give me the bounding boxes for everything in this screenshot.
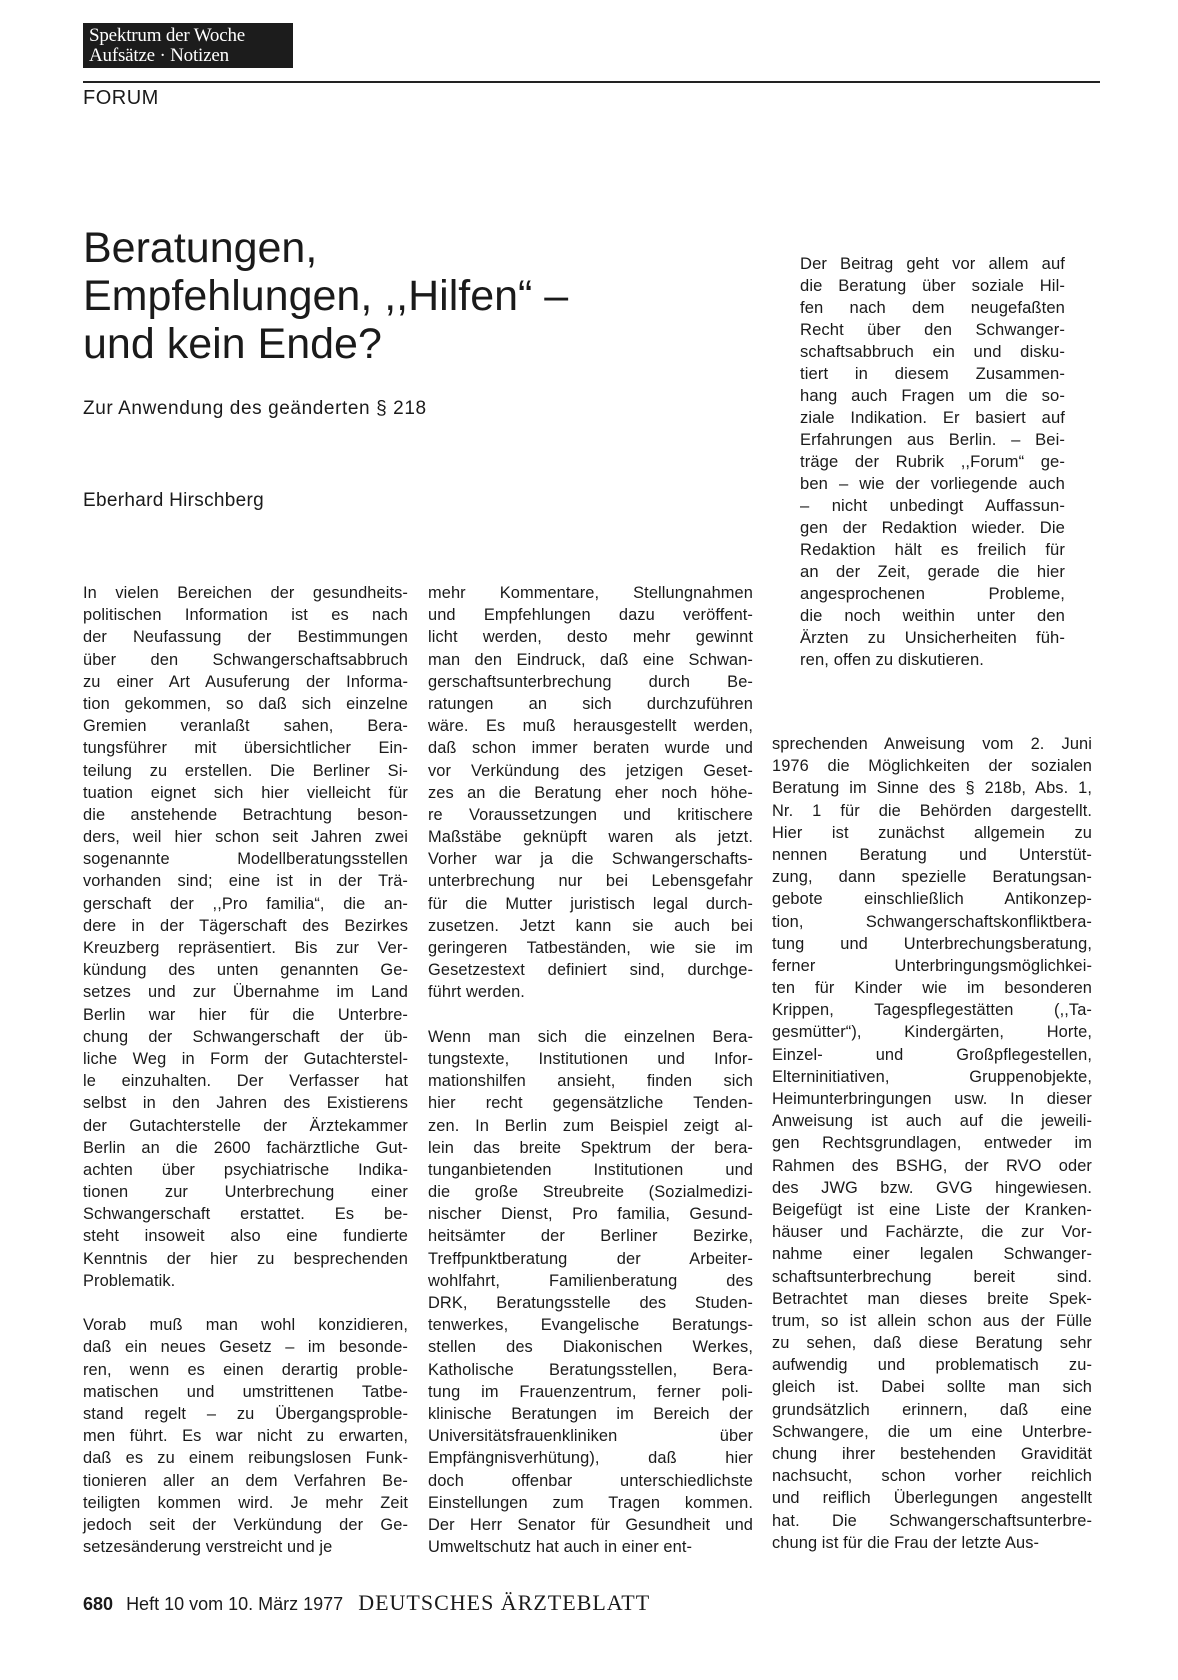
text-line: sprechenden Anweisung vom 2. Juni bbox=[772, 735, 1092, 753]
text-line: vor Verkündung des jetzigen Geset- bbox=[428, 761, 753, 780]
header-rule bbox=[83, 81, 1100, 83]
text-line: le einzuhalten. Der Verfasser hat bbox=[83, 1072, 408, 1091]
text-line: Betrachtet man dieses breite Spek- bbox=[772, 1289, 1092, 1308]
section-label: FORUM bbox=[83, 87, 159, 109]
text-line: Gesetzestext definiert sind, durchge- bbox=[428, 961, 753, 980]
text-line: chung ist für die Frau der letzte Aus- bbox=[772, 1533, 1040, 1552]
text-line: sogenannte Modellberatungsstellen bbox=[83, 850, 408, 869]
text-line: wohlfahrt, Familienberatung des bbox=[428, 1271, 753, 1290]
text-line: Hier ist zunächst allgemein zu bbox=[772, 823, 1092, 842]
text-line: Rahmen des BSHG, der RVO oder bbox=[772, 1156, 1092, 1175]
text-line: Einstellungen zum Tragen kommen. bbox=[428, 1493, 753, 1512]
text-line: wäre. Es muß herausgestellt werden, bbox=[428, 717, 753, 736]
text-line: gen der Redaktion wieder. Die bbox=[800, 518, 1065, 537]
text-line: setzesänderung verstreicht und je bbox=[83, 1538, 333, 1557]
text-line: teilung zu erstellen. Die Berliner Si- bbox=[83, 761, 408, 780]
text-line: Umweltschutz hat auch in einer ent- bbox=[428, 1538, 693, 1557]
text-line: Nr. 1 für die Behörden dargestellt. bbox=[772, 801, 1092, 820]
text-line: ratungen an sich durchzuführen bbox=[428, 694, 753, 713]
text-line: nachsucht, schon vorher reichlich bbox=[772, 1467, 1092, 1486]
text-line: men führt. Es war nicht zu erwarten, bbox=[83, 1427, 408, 1446]
text-line: grundsätzlich erinnern, daß eine bbox=[772, 1400, 1092, 1419]
text-line: tunganbietenden Institutionen und bbox=[428, 1160, 753, 1179]
badge-line-2: Aufsätze · Notizen bbox=[89, 45, 229, 66]
text-line: träge der Rubrik ,,Forum“ ge- bbox=[800, 452, 1065, 471]
text-line: Treffpunktberatung der Arbeiter- bbox=[428, 1249, 753, 1268]
paragraph-gap bbox=[428, 1004, 753, 1026]
text-line: zen. In Berlin zum Beispiel zeigt al- bbox=[428, 1116, 753, 1135]
text-line: setzes und zur Übernahme im Land bbox=[83, 983, 408, 1002]
text-line: tungstexte, Institutionen und Infor- bbox=[428, 1049, 753, 1068]
text-line: Universitätsfrauenkliniken über bbox=[428, 1427, 753, 1446]
text-line: Krippen, Tagespflegestätten (,,Ta- bbox=[772, 1001, 1092, 1020]
text-line: tionen zur Unterbrechung einer bbox=[83, 1183, 408, 1202]
text-line: tung und Unterbrechungsberatung, bbox=[772, 934, 1092, 953]
text-line: tionieren aller an dem Verfahren Be- bbox=[83, 1471, 408, 1490]
text-line: daß ein neues Gesetz – im besonde- bbox=[83, 1338, 408, 1357]
text-line: tungsführer mit übersichtlicher Ein- bbox=[83, 739, 408, 758]
text-line: über den Schwangerschaftsabbruch bbox=[83, 650, 408, 669]
text-line: trum, so ist allein schon aus der Fülle bbox=[772, 1311, 1092, 1330]
section-badge bbox=[83, 23, 293, 68]
article-author: Eberhard Hirschberg bbox=[83, 490, 265, 511]
text-line: für die Mutter juristisch legal durch- bbox=[428, 894, 753, 913]
text-line: man den Eindruck, daß eine Schwan- bbox=[428, 650, 753, 669]
title-line: Beratungen, bbox=[83, 224, 318, 272]
text-line: aufwendig und problematisch zu- bbox=[772, 1356, 1092, 1375]
text-line: chung der Schwangerschaft der üb- bbox=[83, 1027, 408, 1046]
text-line: ders, weil hier schon seit Jahren zwei bbox=[83, 828, 408, 847]
body-column-2 bbox=[428, 582, 753, 1558]
text-line: angesprochenen Probleme, bbox=[800, 584, 1065, 603]
text-line: Gremien veranlaßt sahen, Bera- bbox=[83, 717, 408, 736]
text-line: ferner Unterbringungsmöglichkei- bbox=[772, 956, 1092, 975]
text-line: steht insoweit also eine fundierte bbox=[83, 1227, 408, 1246]
text-line: – nicht unbedingt Auffassun- bbox=[800, 496, 1065, 515]
journal-name: DEUTSCHES ÄRZTEBLATT bbox=[358, 1590, 651, 1615]
text-line: teiligten kommen wird. Je mehr Zeit bbox=[83, 1493, 408, 1512]
article-title bbox=[83, 224, 703, 368]
text-line: geringeren Tatbeständen, wie sie im bbox=[428, 939, 753, 957]
text-line: führt werden. bbox=[428, 983, 525, 1002]
text-line: schaftsabbruch ein und disku- bbox=[800, 342, 1065, 361]
text-line: gleich ist. Dabei sollte man sich bbox=[772, 1378, 1092, 1397]
text-line: Schwangere, die um eine Unterbre- bbox=[772, 1422, 1092, 1441]
issue-info: Heft 10 vom 10. März 1977 bbox=[126, 1594, 344, 1614]
text-line: tion gekommen, so daß sich einzelne bbox=[83, 694, 408, 713]
text-line: heitsämter der Berliner Bezirke, bbox=[428, 1227, 753, 1246]
text-line: dere in der Tägerschaft des Bezirkes bbox=[83, 916, 408, 935]
text-line: nischer Dienst, Pro familia, Gesund- bbox=[428, 1205, 753, 1224]
text-line: doch offenbar unterschiedlichste bbox=[428, 1471, 753, 1490]
text-line: zu einer Art Ausuferung der Informa- bbox=[83, 672, 408, 691]
text-line: Einzel- und Großpflegestellen, bbox=[772, 1045, 1092, 1064]
text-line: schaftsunterbrechung bereit sind. bbox=[772, 1267, 1092, 1286]
title-line: und kein Ende? bbox=[83, 320, 382, 368]
text-line: tion, Schwangerschaftskonfliktbera- bbox=[772, 912, 1092, 931]
text-line: gen Rechtsgrundlagen, entweder im bbox=[772, 1134, 1092, 1153]
text-line: tiert in diesem Zusammen- bbox=[800, 364, 1065, 383]
text-line: klinische Beratungen im Bereich der bbox=[428, 1404, 753, 1423]
text-line: der Neufassung der Bestimmungen bbox=[83, 628, 408, 647]
text-line: Der Herr Senator für Gesundheit und bbox=[428, 1515, 753, 1534]
text-line: Ärzten zu Unsicherheiten füh- bbox=[800, 628, 1065, 647]
text-line: hang auch Fragen um die so- bbox=[800, 386, 1065, 405]
text-line: nahme einer legalen Schwanger- bbox=[772, 1245, 1092, 1264]
text-line: ren, offen zu diskutieren. bbox=[800, 650, 985, 669]
body-column-1 bbox=[83, 582, 408, 1558]
text-line: Kenntnis der hier zu besprechenden bbox=[83, 1249, 408, 1268]
text-line: DRK, Beratungsstelle des Studen- bbox=[428, 1294, 753, 1312]
text-line: ten für Kinder wie im besonderen bbox=[772, 979, 1092, 998]
abstract bbox=[800, 253, 1065, 671]
text-line: daß es zu einem reibungslosen Funk- bbox=[83, 1449, 408, 1468]
text-line: re Voraussetzungen und kritischere bbox=[428, 805, 753, 824]
text-line: nennen Beratung und Unterstüt- bbox=[772, 845, 1092, 864]
text-line: vorhanden sind; eine ist in der Trä- bbox=[83, 872, 408, 891]
text-line: Beratung im Sinne des § 218b, Abs. 1, bbox=[772, 779, 1092, 798]
text-line: mehr Kommentare, Stellungnahmen bbox=[428, 584, 753, 602]
text-line: gerschaftsunterbrechung durch Be- bbox=[428, 672, 753, 691]
text-line: Heimunterbringungen usw. In dieser bbox=[772, 1090, 1092, 1108]
text-line: Berlin an die 2600 fachärztliche Gut- bbox=[83, 1138, 408, 1157]
text-line: jedoch seit der Verkündung der Ge- bbox=[83, 1515, 408, 1534]
text-line: unterbrechung nur bei Lebensgefahr bbox=[428, 872, 753, 891]
text-line: an der Zeit, gerade die hier bbox=[800, 562, 1065, 581]
text-line: Empfängnisverhütung), daß hier bbox=[428, 1449, 753, 1468]
text-line: die noch weithin unter den bbox=[800, 606, 1065, 625]
text-line: liche Weg in Form der Gutachterstel- bbox=[83, 1049, 408, 1068]
text-line: kündung des unten genannten Ge- bbox=[83, 961, 408, 980]
title-line: Empfehlungen, ,,Hilfen“ – bbox=[83, 272, 569, 320]
text-line: gesmütter“), Kindergärten, Horte, bbox=[772, 1023, 1092, 1042]
text-line: zusetzen. Jetzt kann sie auch bei bbox=[428, 916, 753, 935]
text-line: Der Beitrag geht vor allem auf bbox=[800, 254, 1065, 273]
text-line: Kreuzberg repräsentiert. Bis zur Ver- bbox=[83, 939, 408, 957]
text-line: hier recht gegensätzliche Tenden- bbox=[428, 1094, 753, 1113]
text-line: tuation eignet sich hier vielleicht für bbox=[83, 783, 408, 802]
text-line: und reiflich Überlegungen angestellt bbox=[772, 1489, 1092, 1508]
text-line: Wenn man sich die einzelnen Bera- bbox=[428, 1027, 753, 1046]
text-line: daß schon immer beraten wurde und bbox=[428, 739, 753, 758]
text-line: die anstehende Betrachtung beson- bbox=[83, 805, 408, 824]
text-line: In vielen Bereichen der gesundheits- bbox=[83, 584, 408, 602]
page-footer bbox=[83, 1590, 650, 1616]
text-line: Maßstäbe geknüpft waren als jetzt. bbox=[428, 828, 753, 847]
text-line: des JWG bzw. GVG hingewiesen. bbox=[772, 1178, 1092, 1197]
text-line: Redaktion hält es freilich für bbox=[800, 540, 1065, 559]
paragraph-gap bbox=[83, 1292, 408, 1314]
text-line: Anweisung ist auch auf die jeweili- bbox=[772, 1112, 1092, 1131]
text-line: zes an die Beratung eher noch höhe- bbox=[428, 783, 753, 802]
text-line: Beigefügt ist eine Liste der Kranken- bbox=[772, 1200, 1092, 1219]
text-line: die große Streubreite (Sozialmedizi- bbox=[428, 1183, 753, 1202]
text-line: licht werden, desto mehr gewinnt bbox=[428, 628, 753, 647]
text-line: Vorher war ja die Schwangerschafts- bbox=[428, 850, 753, 869]
text-line: Elterninitiativen, Gruppenobjekte, bbox=[772, 1067, 1092, 1086]
text-line: gebote einschließlich Antikonzep- bbox=[772, 890, 1092, 909]
text-line: hat. Die Schwangerschaftsunterbre- bbox=[772, 1511, 1092, 1530]
text-line: tenwerkes, Evangelische Beratungs- bbox=[428, 1316, 753, 1335]
text-line: Erfahrungen aus Berlin. – Bei- bbox=[800, 430, 1065, 449]
text-line: achten über psychiatrische Indika- bbox=[83, 1160, 408, 1179]
text-line: ren, wenn es einen derartig proble- bbox=[83, 1360, 408, 1379]
text-line: lein das breite Spektrum der bera- bbox=[428, 1138, 753, 1157]
text-line: stellen des Diakonischen Werkes, bbox=[428, 1338, 753, 1357]
body-column-3 bbox=[772, 733, 1092, 1554]
text-line: häuser und Fachärzte, die zur Vor- bbox=[772, 1223, 1092, 1242]
text-line: Katholische Beratungsstellen, Bera- bbox=[428, 1360, 753, 1379]
text-line: Vorab muß man wohl konzidieren, bbox=[83, 1316, 408, 1335]
text-line: gerschaft der ,,Pro familia“, die an- bbox=[83, 894, 408, 913]
text-line: mationshilfen ansieht, finden sich bbox=[428, 1072, 753, 1091]
text-line: Recht über den Schwanger- bbox=[800, 320, 1065, 339]
text-line: Schwangerschaft erstattet. Es be- bbox=[83, 1205, 408, 1224]
text-line: zung, dann spezielle Beratungsan- bbox=[772, 868, 1092, 887]
text-line: 1976 die Möglichkeiten der sozialen bbox=[772, 757, 1092, 776]
text-line: selbst in den Jahren des Existierens bbox=[83, 1094, 408, 1113]
text-line: ziale Indikation. Er basiert auf bbox=[800, 408, 1065, 427]
text-line: Berlin war hier für die Unterbre- bbox=[83, 1005, 408, 1024]
text-line: und Empfehlungen dazu veröffent- bbox=[428, 606, 753, 625]
badge-line-1: Spektrum der Woche bbox=[89, 25, 245, 46]
text-line: tung im Frauenzentrum, ferner poli- bbox=[428, 1382, 753, 1401]
text-line: die Beratung über soziale Hil- bbox=[800, 276, 1065, 295]
page-number: 680 bbox=[83, 1594, 114, 1614]
text-line: Problematik. bbox=[83, 1271, 176, 1290]
text-line: politischen Information ist es nach bbox=[83, 606, 408, 625]
text-line: ben – wie der vorliegende auch bbox=[800, 474, 1065, 493]
text-line: der Gutachterstelle der Ärztekammer bbox=[83, 1116, 408, 1135]
text-line: stand regelt – zu Übergangsproble- bbox=[83, 1404, 408, 1423]
text-line: matischen und umstrittenen Tatbe- bbox=[83, 1382, 408, 1401]
text-line: chung ihrer bestehenden Gravidität bbox=[772, 1445, 1092, 1463]
text-line: fen nach dem neugefaßten bbox=[800, 298, 1065, 317]
article-subtitle: Zur Anwendung des geänderten § 218 bbox=[83, 398, 427, 419]
text-line: zu sehen, daß diese Beratung sehr bbox=[772, 1334, 1092, 1353]
